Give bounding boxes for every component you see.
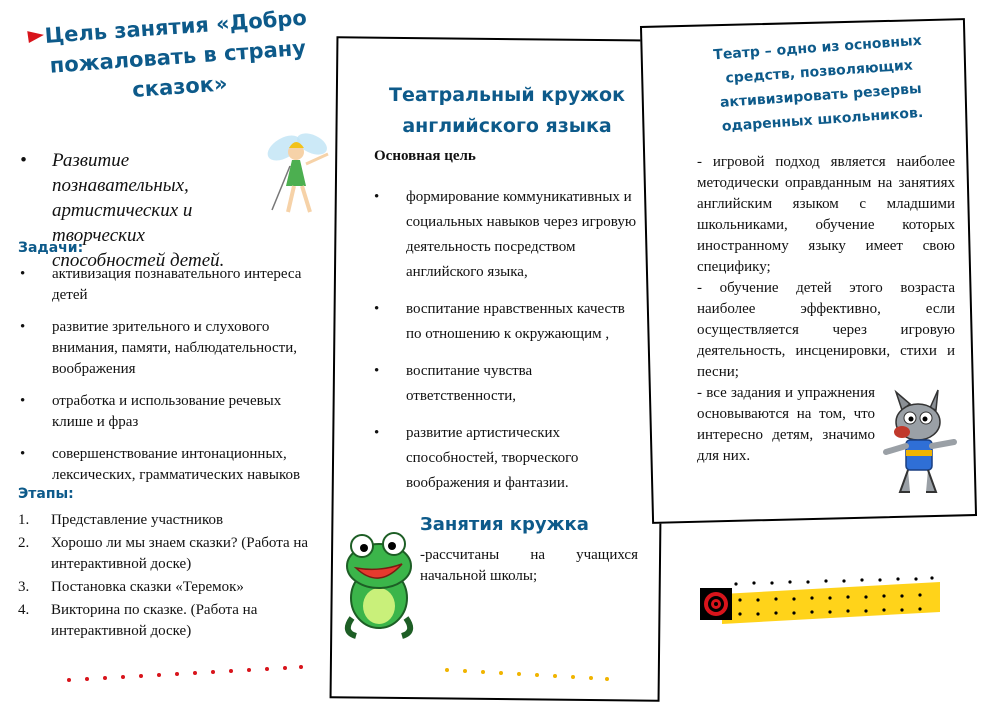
theatre-paragraph: - игровой подход является наиболее методически оправданным на занятиях английским языком с младшими школьниками, обучение которых иностранному языку имеет свою специфику;: [697, 154, 955, 275]
task-item: • развитие зрительного и слухового внимания, памяти, наблюдательности, воображения: [18, 317, 318, 380]
goal-item: • Развитие познавательных, артистических и творческих способностей детей.: [18, 148, 258, 273]
main-goal-subtitle: Основная цель: [374, 148, 476, 164]
goal-list-item: • воспитание нравственных качеств по отношению к окружающим ,: [372, 297, 644, 347]
stage-item: 1. Представление участников: [18, 512, 224, 528]
stages-list: [18, 510, 323, 644]
fairy-illustration: [262, 122, 332, 222]
red-dots-decoration: [65, 662, 305, 686]
goal-list-item: • формирование коммуникативных и социальных навыков через игровую деятельность посредством английского языка,: [372, 185, 644, 285]
goal-list-item: • развитие артистических способностей, творческого воображения и фантазии.: [372, 421, 644, 496]
goal-title: Цель занятия «Добро пожаловать в страну сказок»: [43, 5, 308, 102]
theatre-title: Театр – одно из основных средств, позволяющих активизировать резервы одаренных школьников.: [712, 32, 924, 135]
theatre-paragraph: - обучение детей этого возраста наиболее эффективно, если осуществляется через игровую деятельность, инсценировки, стихи и песни;: [697, 280, 955, 380]
tasks-list: [18, 264, 318, 497]
decorative-strip: [700, 576, 940, 626]
target-icon: [700, 588, 732, 620]
stages-heading: Этапы:: [18, 486, 74, 502]
stage-item: 4. Викторина по сказке. (Работа на интерактивной доске): [18, 602, 258, 639]
task-item: • отработка и использование речевых клише и фраз: [18, 391, 318, 433]
tasks-heading: Задачи:: [18, 240, 84, 256]
goal-list-item: • воспитание чувства ответственности,: [372, 359, 644, 409]
stage-item: 3. Постановка сказки «Теремок»: [18, 579, 244, 595]
club-title: Театральный кружок английского языка: [388, 84, 625, 137]
wolf-illustration: [874, 388, 962, 498]
theatre-paragraph: - все задания и упражнения основываются на том, что интересно детям, значимо для них.: [697, 385, 875, 464]
frog-illustration: [338, 528, 420, 640]
task-item: • совершенствование интонационных, лексических, грамматических навыков: [18, 444, 318, 486]
stage-item: 2. Хорошо ли мы знаем сказки? (Работа на интерактивной доске): [18, 535, 309, 572]
club-sessions-heading: Занятия кружка: [420, 514, 589, 535]
gold-dots-decoration: [443, 664, 613, 684]
main-goal-list: [372, 185, 644, 508]
task-item: • активизация познавательного интереса детей: [18, 264, 318, 306]
club-sessions-text: -рассчитаны на учащихся начальной школы;: [420, 547, 638, 584]
